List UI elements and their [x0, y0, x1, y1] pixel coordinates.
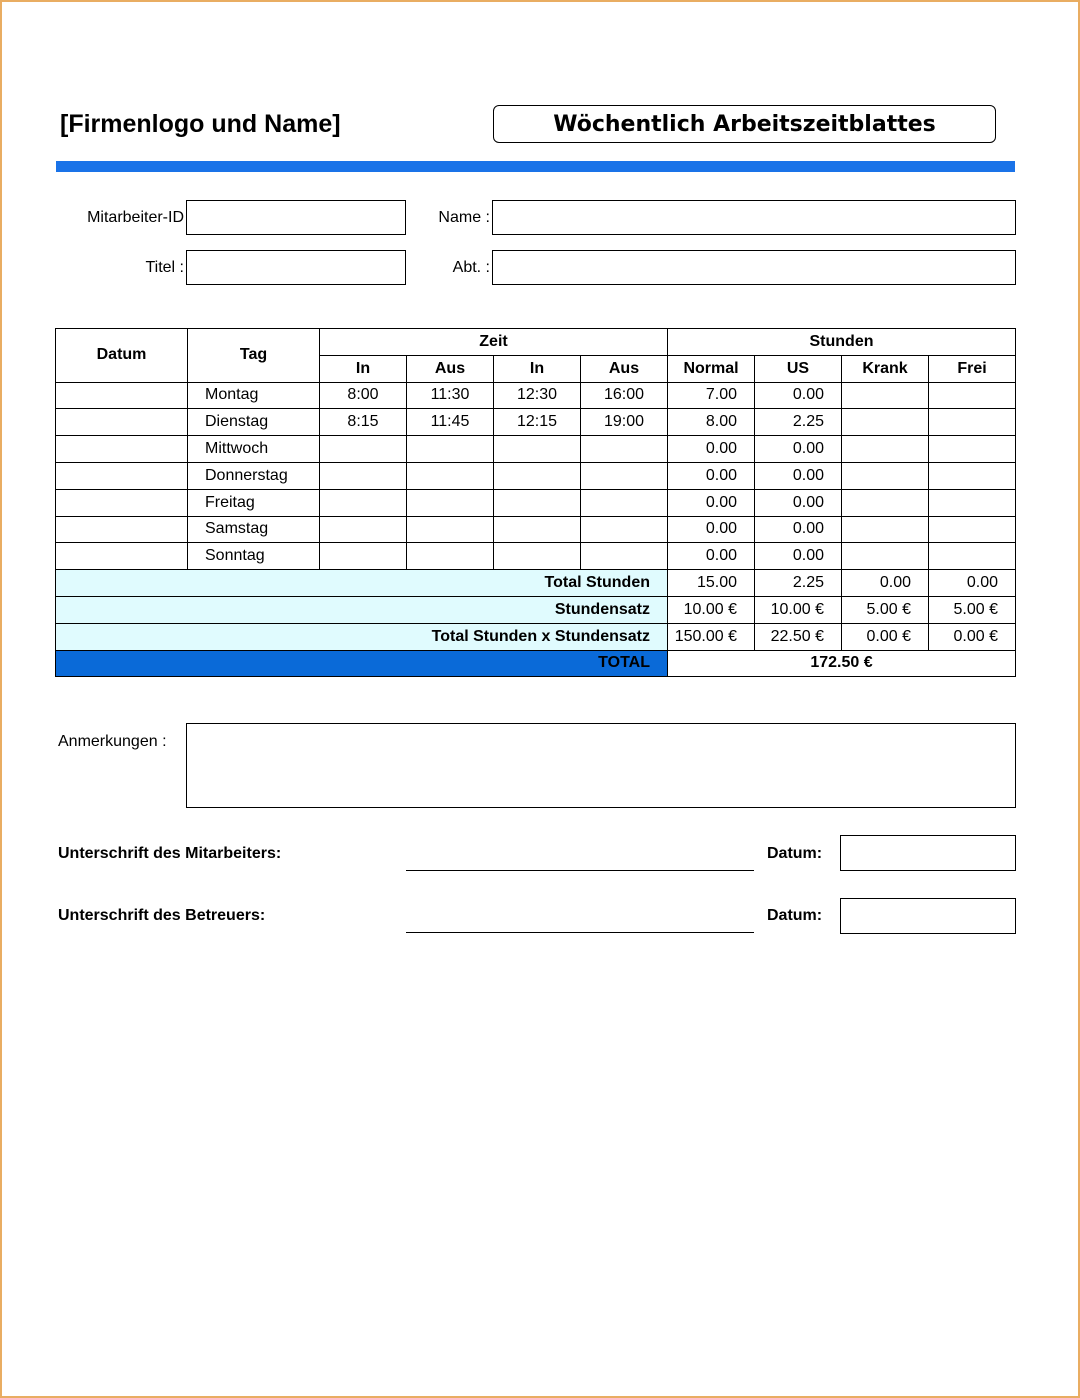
cell-us: 2.25 — [755, 409, 842, 436]
supervisor-signature-label: Unterschrift des Betreuers: — [58, 907, 266, 924]
header-zeit: Zeit — [320, 329, 668, 356]
subheader-in: In — [494, 355, 581, 382]
employee-id-label: Mitarbeiter-ID — [87, 209, 184, 226]
cell-datum[interactable] — [56, 543, 188, 570]
cell-aus1[interactable] — [407, 516, 494, 543]
employee-signature-label: Unterschrift des Mitarbeiters: — [58, 845, 282, 862]
cell-krank[interactable] — [842, 516, 929, 543]
cell-in1[interactable] — [320, 543, 407, 570]
summary-row-rate — [56, 596, 1016, 623]
cell-krank[interactable] — [842, 543, 929, 570]
summary-row-total-hours — [56, 570, 1016, 597]
summary-normal[interactable]: 10.00 € — [668, 596, 755, 623]
title-label: Titel : — [145, 259, 184, 276]
cell-aus2[interactable]: 19:00 — [581, 409, 668, 436]
cell-aus1[interactable] — [407, 489, 494, 516]
cell-us: 0.00 — [755, 382, 842, 409]
employee-signature-line[interactable] — [406, 870, 754, 871]
cell-in1[interactable]: 8:00 — [320, 382, 407, 409]
supervisor-date-label: Datum: — [767, 907, 823, 924]
cell-krank[interactable] — [842, 409, 929, 436]
cell-datum[interactable] — [56, 436, 188, 463]
title-field[interactable] — [186, 250, 406, 285]
table-row — [56, 462, 1016, 489]
cell-tag: Sonntag — [188, 543, 320, 570]
cell-frei[interactable] — [929, 436, 1016, 463]
cell-aus1[interactable] — [407, 543, 494, 570]
subheader-aus: Aus — [407, 355, 494, 382]
cell-aus2[interactable] — [581, 489, 668, 516]
table-row — [56, 436, 1016, 463]
cell-aus1[interactable] — [407, 436, 494, 463]
cell-normal: 0.00 — [668, 489, 755, 516]
cell-aus1[interactable] — [407, 462, 494, 489]
summary-label: Total Stunden — [56, 570, 668, 597]
cell-tag: Donnerstag — [188, 462, 320, 489]
cell-us: 0.00 — [755, 436, 842, 463]
notes-label: Anmerkungen : — [58, 733, 167, 750]
cell-normal: 7.00 — [668, 382, 755, 409]
total-value: 172.50 € — [668, 650, 1016, 677]
subheader-normal: Normal — [668, 355, 755, 382]
name-field[interactable] — [492, 200, 1016, 235]
table-row — [56, 409, 1016, 436]
cell-normal: 0.00 — [668, 436, 755, 463]
cell-in2[interactable]: 12:30 — [494, 382, 581, 409]
subheader-frei: Frei — [929, 355, 1016, 382]
summary-normal: 15.00 — [668, 570, 755, 597]
cell-in1[interactable] — [320, 516, 407, 543]
supervisor-date-field[interactable] — [840, 898, 1016, 934]
notes-field[interactable] — [186, 723, 1016, 808]
cell-aus2[interactable]: 16:00 — [581, 382, 668, 409]
supervisor-signature-line[interactable] — [406, 932, 754, 933]
table-row — [56, 543, 1016, 570]
cell-krank[interactable] — [842, 436, 929, 463]
cell-in2[interactable]: 12:15 — [494, 409, 581, 436]
cell-in2[interactable] — [494, 489, 581, 516]
summary-row-product — [56, 623, 1016, 650]
summary-frei[interactable]: 5.00 € — [929, 596, 1016, 623]
cell-frei[interactable] — [929, 489, 1016, 516]
dept-label: Abt. : — [452, 259, 490, 276]
cell-datum[interactable] — [56, 382, 188, 409]
table-row — [56, 516, 1016, 543]
header-datum: Datum — [56, 329, 188, 383]
cell-in2[interactable] — [494, 516, 581, 543]
cell-krank[interactable] — [842, 489, 929, 516]
header-divider — [56, 161, 1015, 172]
cell-in1[interactable] — [320, 462, 407, 489]
cell-krank[interactable] — [842, 382, 929, 409]
summary-frei: 0.00 € — [929, 623, 1016, 650]
total-row — [56, 650, 1016, 677]
summary-normal: 150.00 € — [668, 623, 755, 650]
subheader-krank: Krank — [842, 355, 929, 382]
summary-krank: 0.00 € — [842, 623, 929, 650]
cell-tag: Samstag — [188, 516, 320, 543]
summary-us: 2.25 — [755, 570, 842, 597]
cell-in1[interactable] — [320, 436, 407, 463]
cell-aus1[interactable]: 11:45 — [407, 409, 494, 436]
cell-normal: 0.00 — [668, 516, 755, 543]
subheader-in: In — [320, 355, 407, 382]
total-label: TOTAL — [56, 650, 668, 677]
cell-tag: Mittwoch — [188, 436, 320, 463]
dept-field[interactable] — [492, 250, 1016, 285]
cell-frei[interactable] — [929, 382, 1016, 409]
timesheet-table — [55, 328, 1016, 677]
name-label: Name : — [438, 209, 490, 226]
cell-frei[interactable] — [929, 516, 1016, 543]
cell-in2[interactable] — [494, 543, 581, 570]
cell-normal: 8.00 — [668, 409, 755, 436]
cell-us: 0.00 — [755, 516, 842, 543]
summary-label: Total Stunden x Stundensatz — [56, 623, 668, 650]
header-stunden: Stunden — [668, 329, 1016, 356]
cell-aus2[interactable] — [581, 436, 668, 463]
cell-krank[interactable] — [842, 462, 929, 489]
cell-datum[interactable] — [56, 516, 188, 543]
sheet-title: Wöchentlich Arbeitszeitblattes — [493, 105, 996, 143]
cell-tag: Montag — [188, 382, 320, 409]
summary-us[interactable]: 10.00 € — [755, 596, 842, 623]
cell-aus2[interactable] — [581, 543, 668, 570]
cell-us: 0.00 — [755, 543, 842, 570]
cell-us: 0.00 — [755, 489, 842, 516]
table-row — [56, 382, 1016, 409]
cell-frei[interactable] — [929, 409, 1016, 436]
summary-krank: 0.00 — [842, 570, 929, 597]
cell-in1[interactable] — [320, 489, 407, 516]
cell-aus1[interactable]: 11:30 — [407, 382, 494, 409]
cell-datum[interactable] — [56, 489, 188, 516]
subheader-aus: Aus — [581, 355, 668, 382]
subheader-us: US — [755, 355, 842, 382]
summary-krank[interactable]: 5.00 € — [842, 596, 929, 623]
cell-in2[interactable] — [494, 436, 581, 463]
cell-datum[interactable] — [56, 462, 188, 489]
employee-id-field[interactable] — [186, 200, 406, 235]
cell-frei[interactable] — [929, 462, 1016, 489]
summary-frei: 0.00 — [929, 570, 1016, 597]
cell-tag: Freitag — [188, 489, 320, 516]
cell-normal: 0.00 — [668, 543, 755, 570]
employee-date-label: Datum: — [767, 845, 823, 862]
employee-date-field[interactable] — [840, 835, 1016, 871]
table-row — [56, 489, 1016, 516]
cell-aus2[interactable] — [581, 516, 668, 543]
cell-aus2[interactable] — [581, 462, 668, 489]
cell-in1[interactable]: 8:15 — [320, 409, 407, 436]
header-tag: Tag — [188, 329, 320, 383]
company-name: [Firmenlogo und Name] — [60, 110, 341, 138]
cell-tag: Dienstag — [188, 409, 320, 436]
summary-label: Stundensatz — [56, 596, 668, 623]
cell-us: 0.00 — [755, 462, 842, 489]
summary-us: 22.50 € — [755, 623, 842, 650]
cell-in2[interactable] — [494, 462, 581, 489]
cell-datum[interactable] — [56, 409, 188, 436]
cell-frei[interactable] — [929, 543, 1016, 570]
cell-normal: 0.00 — [668, 462, 755, 489]
